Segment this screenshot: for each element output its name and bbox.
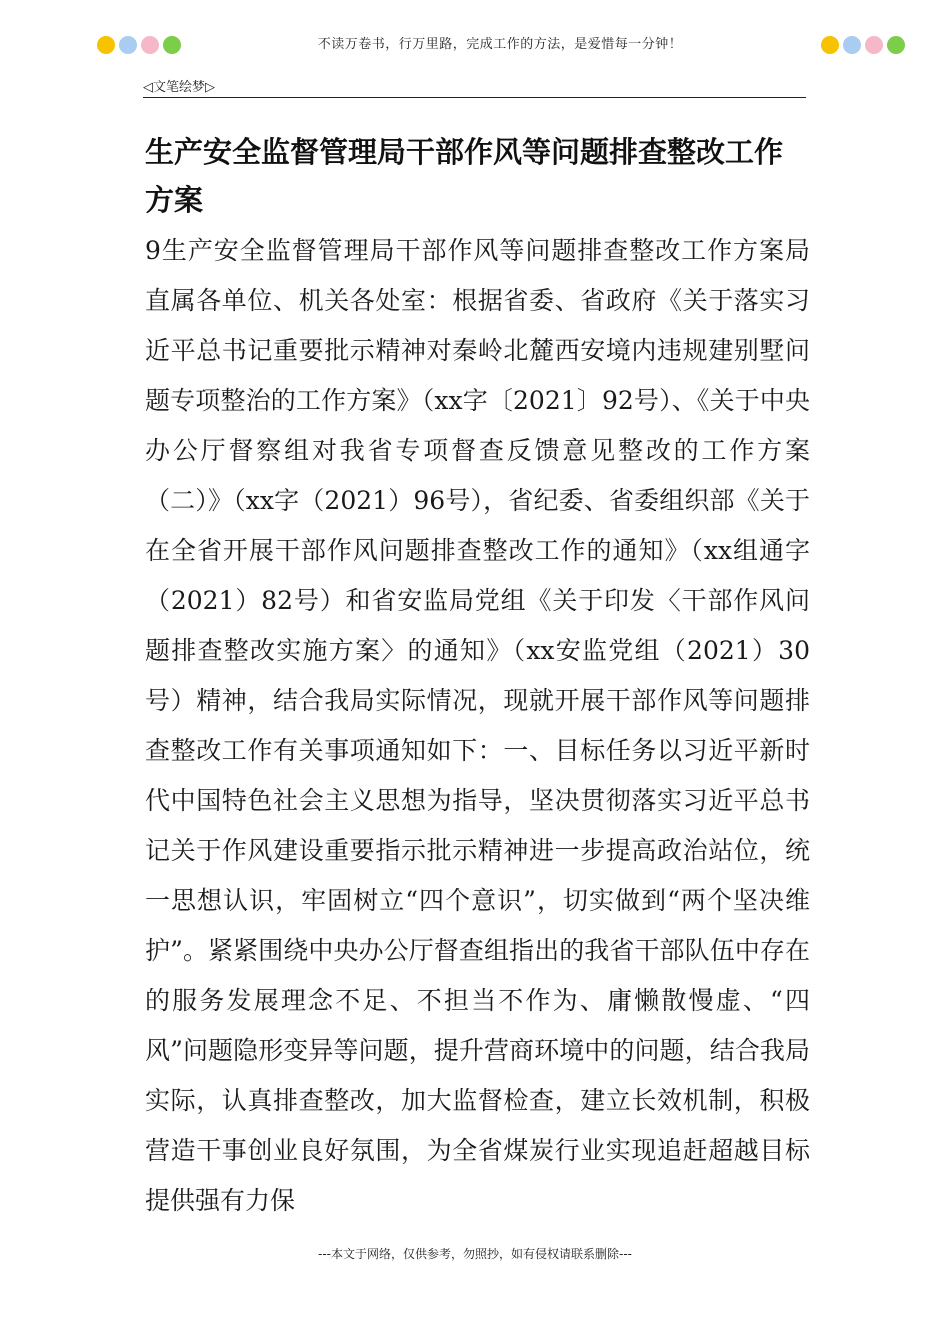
footer-disclaimer: ---本文于网络，仅供参考，勿照抄，如有侵权请联系删除---: [318, 1247, 632, 1261]
document-body: 9生产安全监督管理局干部作风等问题排查整改工作方案局直属各单位、机关各处室：根据省委、省政府《关于落实习近平总书记重要批示精神对秦岭北麓西安境内违规建别墅问题专项整治的工作方案》（xx字〔2021〕92号）、《关于中央办公厅督察组对我省专项督查反馈意见整改的工作方案（二）》（xx字（2021）96号），省纪委、省委组织部《关于在全省开展干部作风问题排查整改工作的通知》（xx组通字（2021）82号）和省安监局党组《关于印发〈干部作风问题排查整改实施方案〉的通知》（xx安监党组（2021）30号）精神，结合我局实际情况，现就开展干部作风等问题排查整改工作有关事项通知如下：一、目标任务以习近平新时代中国特色社会主义思想为指导，坚决贯彻落实习近平总书记关于作风建设重要指示批示精神进一步提高政治站位，统一思想认识，牢固树立“四个意识”，切实做到“两个坚决维护”。紧紧围绕中央办公厅督查组指出的我省干部队伍中存在的服务发展理念不足、不担当不作为、庸懒散慢虚、“四风”问题隐形变异等问题，提升营商环境中的问题，结合我局实际，认真排查整改，加大监督检查，建立长效机制，积极营造干事创业良好氛围，为全省煤炭行业实现追赶超越目标提供强有力保: [145, 236, 810, 1215]
header-dots-right: [821, 36, 905, 54]
blue-dot-icon: [119, 36, 137, 54]
green-dot-icon: [887, 36, 905, 54]
blue-dot-icon: [843, 36, 861, 54]
green-dot-icon: [163, 36, 181, 54]
yellow-dot-icon: [97, 36, 115, 54]
pink-dot-icon: [865, 36, 883, 54]
header-dots-left: [97, 36, 181, 54]
brand-label: ◁文笔绘梦▷: [143, 80, 215, 95]
header-divider: [143, 97, 806, 98]
header-motto: 不读万卷书，行万里路，完成工作的方法，是爱惜每一分钟！: [317, 37, 683, 52]
yellow-dot-icon: [821, 36, 839, 54]
document-title: 生产安全监督管理局干部作风等问题排查整改工作方案: [145, 135, 784, 217]
pink-dot-icon: [141, 36, 159, 54]
